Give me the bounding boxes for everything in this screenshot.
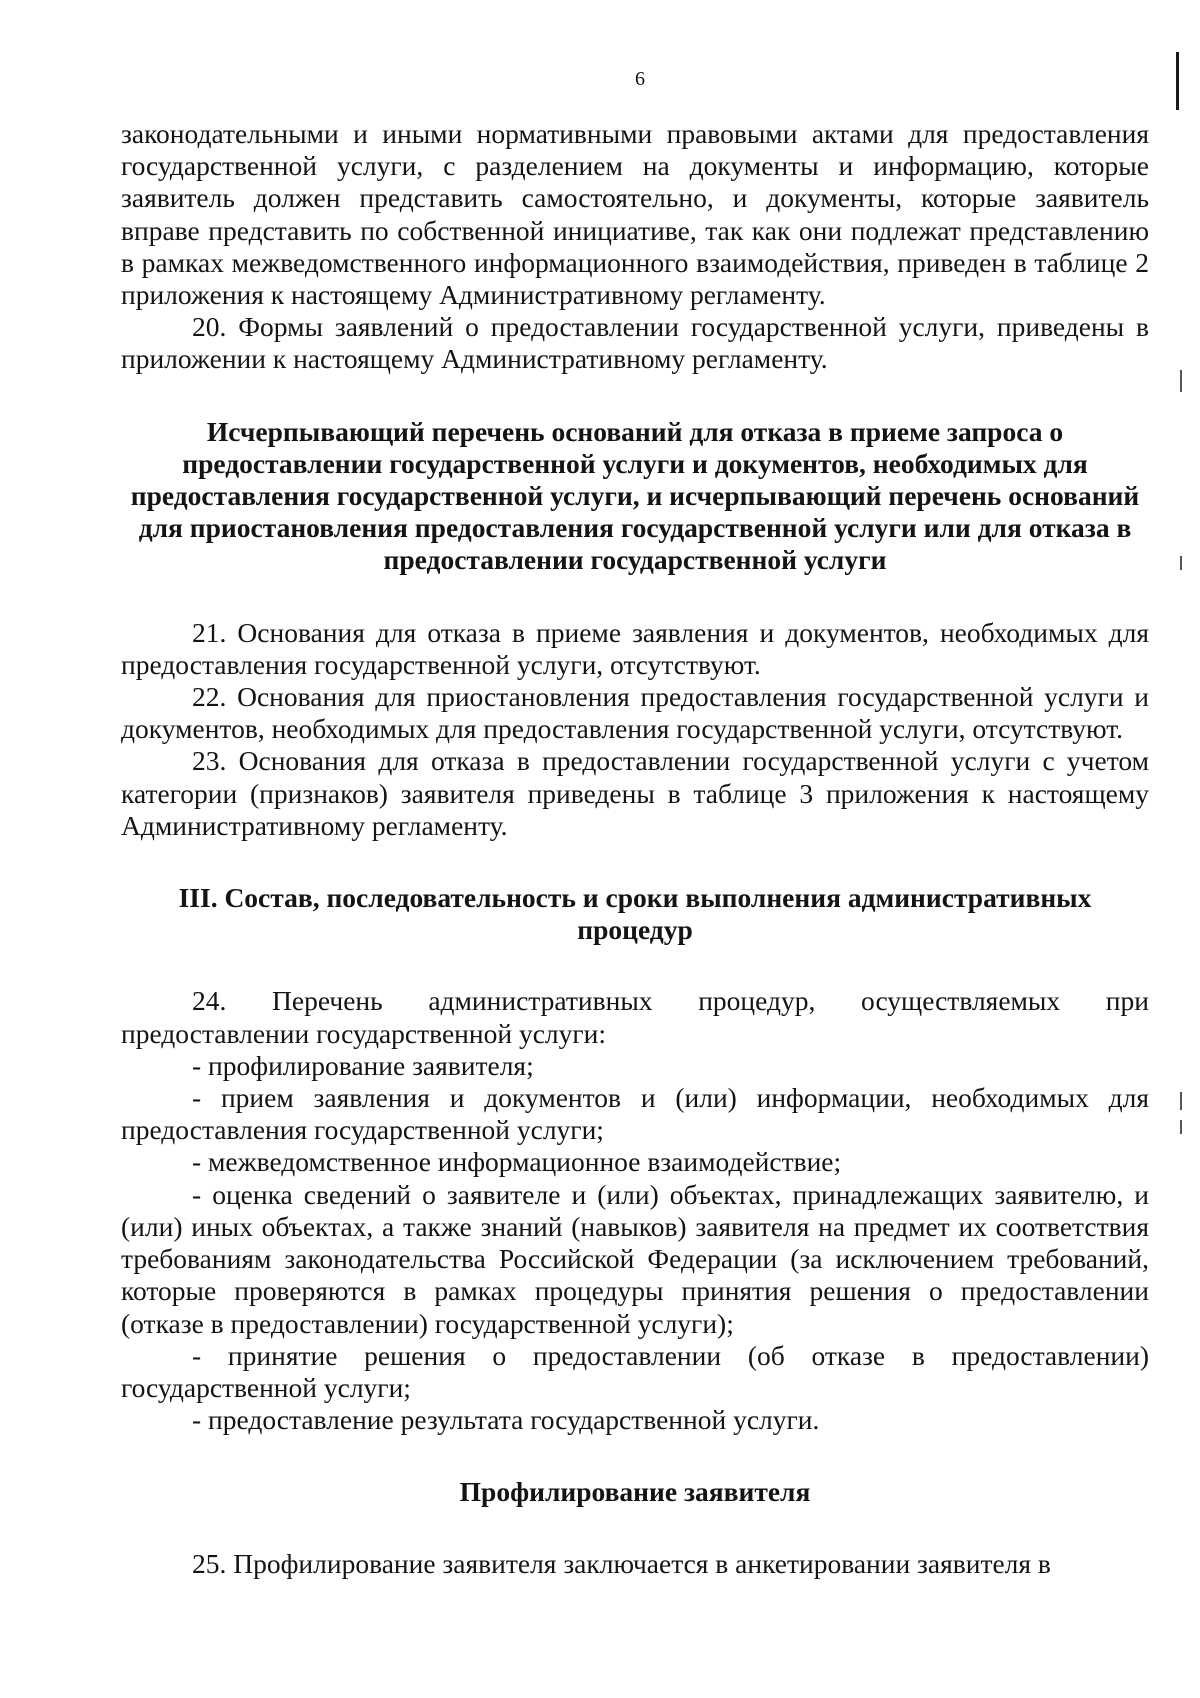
paragraph-21: 21. Основания для отказа в приеме заявления и документов, необходимых для предоставления государственной услуги, отсутствуют. bbox=[121, 616, 1149, 680]
list-item: - предоставление результата государственной услуги. bbox=[192, 1404, 820, 1436]
section-heading-procedures: III. Состав, последовательность и сроки выполнения административных процедур bbox=[178, 882, 1092, 946]
page-number: 6 bbox=[635, 68, 645, 90]
scan-edge-mark bbox=[1180, 556, 1182, 570]
paragraph-22: 22. Основания для приостановления предоставления государственной услуги и документов, необходимых для предоставления государственной услуги, отсутствуют. bbox=[121, 681, 1149, 745]
scan-edge-mark bbox=[1180, 1092, 1182, 1110]
list-item: - профилирование заявителя; bbox=[192, 1049, 534, 1081]
paragraph-continuation: законодательными и иными нормативными правовыми актами для предоставления государственной услуги, с разделением на документы и информацию, которые заявитель должен представить самостоятельно, и документы, которые заявитель вправе представить по собственной инициативе, так как они подлежат представлению в рамках межведомственного информационного взаимодействия, приведен в таблице 2 приложения к настоящему Административному регламенту. bbox=[121, 118, 1149, 311]
list-item: - прием заявления и документов и (или) информации, необходимых для предоставления государственной услуги; bbox=[121, 1082, 1149, 1146]
scan-edge-mark bbox=[1180, 1120, 1182, 1134]
section-heading-refusal-grounds: Исчерпывающий перечень оснований для отказа в приеме запроса о предоставлении государственной услуги и документов, необходимых для предоставления государственной услуги, и исчерпывающий перечень оснований для приостановления предоставления государственной услуги или для отказа в предоставлении государственной услуги bbox=[130, 415, 1140, 576]
paragraph-24: 24. Перечень административных процедур, осуществляемых при предоставлении государственной услуги: bbox=[121, 985, 1149, 1049]
list-item: - оценка сведений о заявителе и (или) объектах, принадлежащих заявителю, и (или) иных объектах, а также знаний (навыков) заявителя на предмет их соответствия требованиям законодательства Российской Федерации (за исключением требований, которые проверяются в рамках процедуры принятия решения о предоставлении (отказе в предоставлении) государственной услуги); bbox=[121, 1178, 1149, 1339]
paragraph-25: 25. Профилирование заявителя заключается в анкетировании заявителя в bbox=[192, 1547, 1051, 1579]
document-body bbox=[121, 118, 1149, 1580]
scan-edge-mark bbox=[1180, 370, 1182, 392]
paragraph-23: 23. Основания для отказа в предоставлении государственной услуги с учетом категории (признаков) заявителя приведены в таблице 3 приложения к настоящему Административному регламенту. bbox=[121, 745, 1149, 841]
section-heading-profiling: Профилирование заявителя bbox=[459, 1476, 811, 1508]
list-item: - принятие решения о предоставлении (об отказе в предоставлении) государственной услуги; bbox=[121, 1339, 1149, 1403]
list-item: - межведомственное информационное взаимодействие; bbox=[192, 1146, 842, 1178]
paragraph-20: 20. Формы заявлений о предоставлении государственной услуги, приведены в приложении к настоящему Административному регламенту. bbox=[121, 311, 1149, 375]
